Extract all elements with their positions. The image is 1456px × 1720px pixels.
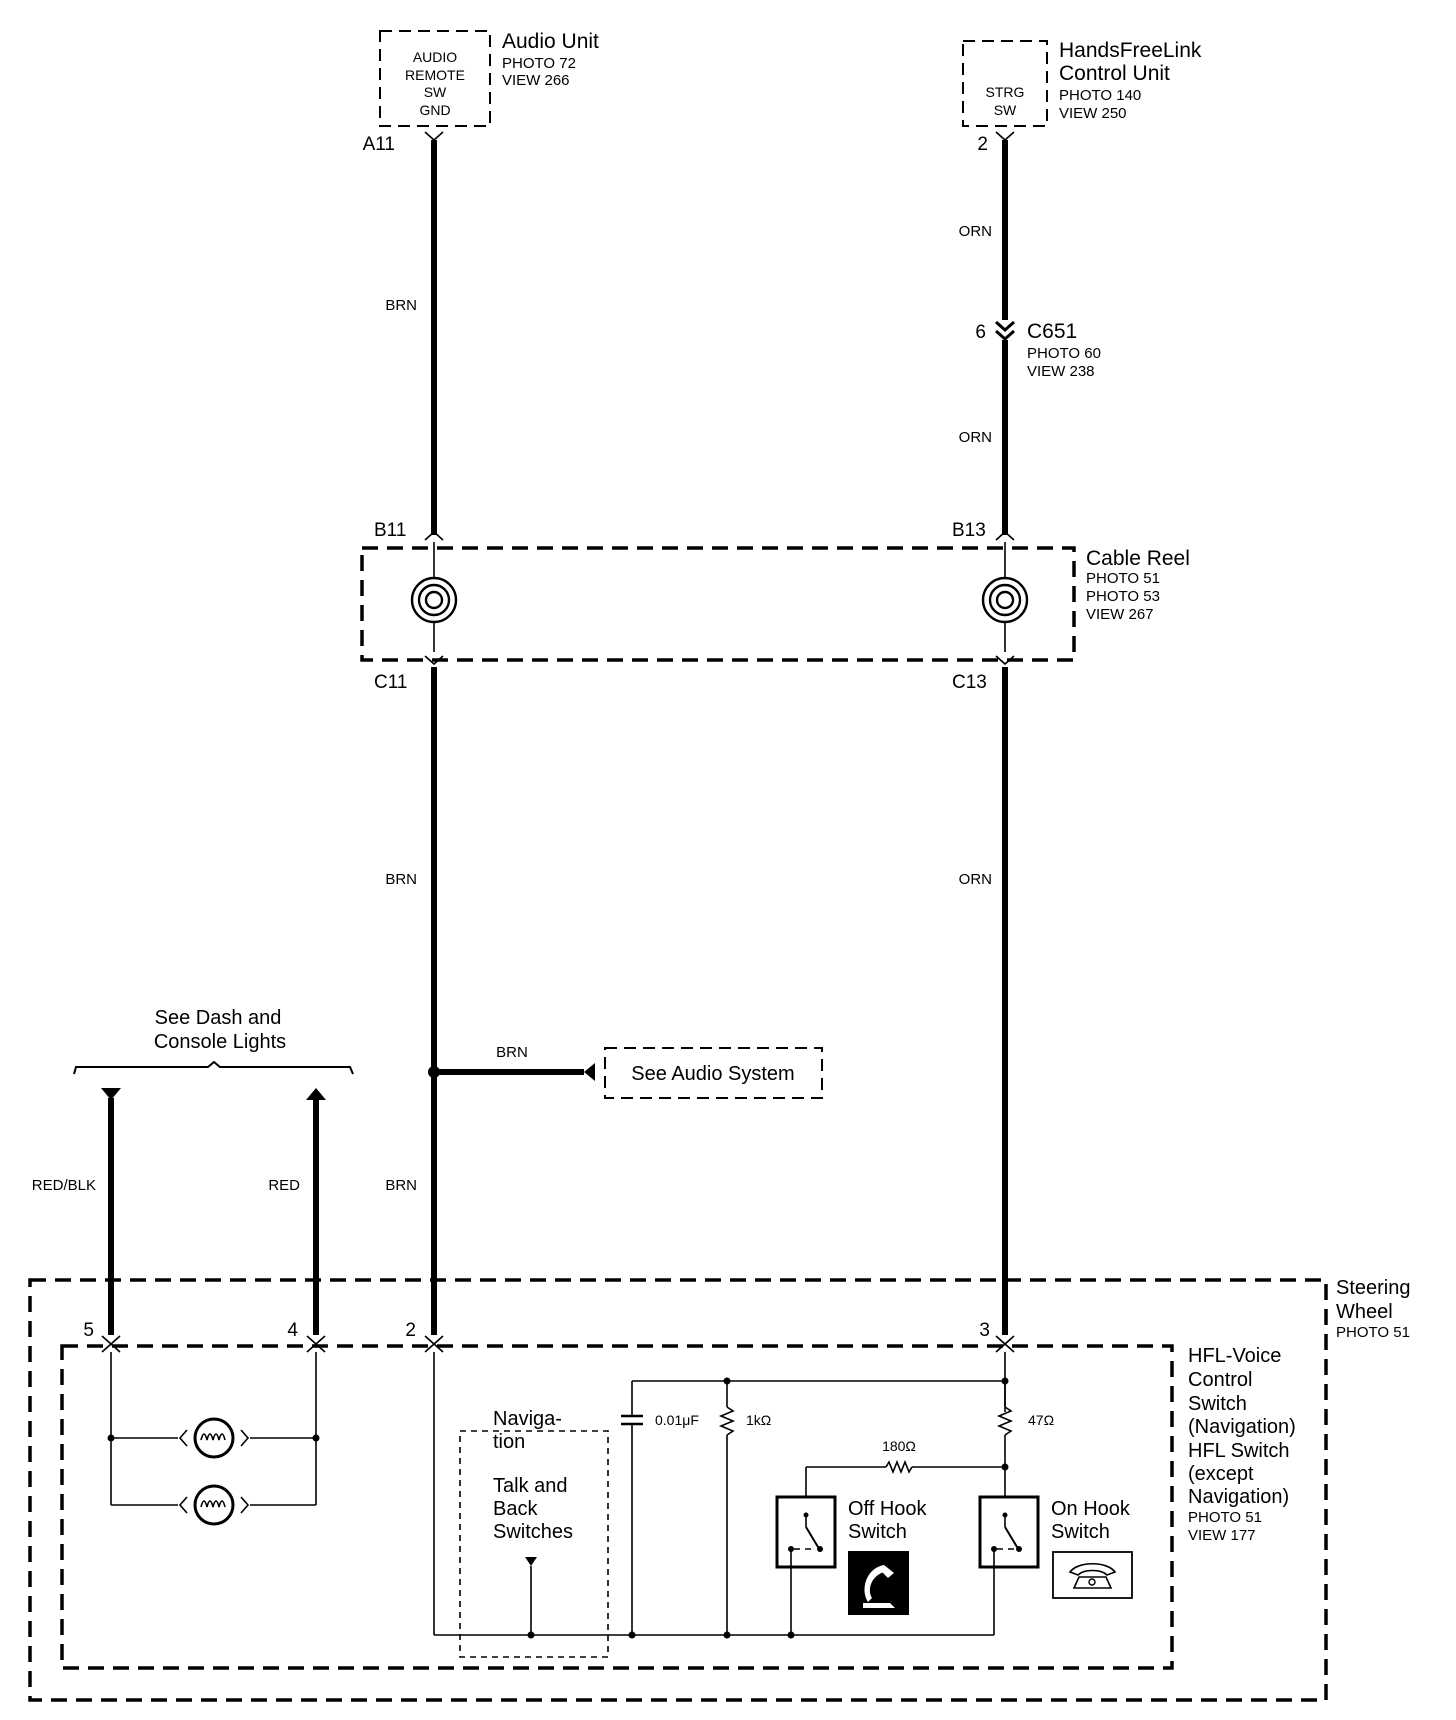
steering-wheel-title: Wheel <box>1336 1301 1393 1323</box>
capacitor-label: 0.01μF <box>655 1412 699 1428</box>
pin-b13: B13 <box>952 520 986 541</box>
cable-reel-ref: PHOTO 53 <box>1086 588 1160 605</box>
audio-unit-title: Audio Unit <box>502 30 599 53</box>
connector-c651 <box>975 320 1101 380</box>
on-hook-label: On Hook <box>1051 1498 1130 1520</box>
pin-sw-5: 5 <box>83 1320 94 1341</box>
audio-unit-box-line: REMOTE <box>405 67 465 83</box>
hfl-unit-box-line: STRG <box>985 84 1025 100</box>
cable-reel-ref: VIEW 267 <box>1086 606 1154 623</box>
wire-label-brn: BRN <box>385 297 417 314</box>
nav-talk-back-switches <box>460 1408 608 1657</box>
hfl-switch-title: HFL-Voice <box>1188 1345 1282 1367</box>
terminal-5-male <box>102 1336 120 1344</box>
phone-on-hook-icon <box>1053 1552 1132 1598</box>
hfl-unit-title: Control Unit <box>1059 62 1170 85</box>
hfl-unit-view: VIEW 250 <box>1059 105 1127 122</box>
dash-lights-ref-line: See Dash and <box>154 1007 282 1029</box>
r1k-label: 1kΩ <box>746 1412 772 1428</box>
wire-label-red: RED <box>268 1177 300 1194</box>
r180-zigzag <box>886 1462 912 1472</box>
hfl-control-unit <box>963 39 1202 155</box>
bulb-1-icon <box>180 1419 248 1457</box>
bulb-2-icon <box>180 1486 248 1524</box>
dash-lights-ref <box>32 1007 353 1335</box>
junction-dot <box>629 1632 636 1639</box>
wire-label-brn: BRN <box>385 1177 417 1194</box>
nav-switches-label: Talk and <box>493 1475 568 1497</box>
audio-system-ref: See Audio System <box>631 1063 795 1085</box>
switch-network <box>434 1352 1132 1657</box>
pin-c11: C11 <box>374 672 408 693</box>
dash-lights-bracket <box>74 1062 353 1074</box>
c651-name: C651 <box>1027 320 1078 343</box>
c651-female-terminal <box>996 322 1014 330</box>
hfl-unit-photo: PHOTO 140 <box>1059 87 1142 104</box>
pin-a11-terminal <box>425 132 443 140</box>
wire-label-orn: ORN <box>958 871 992 888</box>
terminal-2-male <box>425 1336 443 1344</box>
pin-hfl-2: 2 <box>977 134 988 155</box>
pin-hfl-terminal <box>996 132 1014 140</box>
pin-sw-4: 4 <box>287 1320 298 1341</box>
pin-c13: C13 <box>952 672 987 693</box>
c651-pin: 6 <box>975 322 986 343</box>
wire-label-red-blk: RED/BLK <box>31 1177 96 1194</box>
reel-left-coil-icon <box>412 578 456 622</box>
hfl-switch-title: Navigation) <box>1188 1486 1290 1508</box>
phone-off-hook-icon <box>848 1551 909 1615</box>
nav-switches-label: Switches <box>493 1521 574 1543</box>
terminal-3-male <box>996 1336 1014 1344</box>
pin-sw-2: 2 <box>405 1320 416 1341</box>
hfl-switch-title: Control <box>1188 1369 1253 1391</box>
r47-label: 47Ω <box>1028 1412 1055 1428</box>
steering-wheel-title: Steering <box>1336 1277 1411 1299</box>
wire-label-brn: BRN <box>496 1044 528 1061</box>
junction-dot <box>788 1632 795 1639</box>
steering-wheel-photo: PHOTO 51 <box>1336 1324 1410 1341</box>
r180-label: 180Ω <box>882 1438 916 1454</box>
audio-unit-box-line: AUDIO <box>412 49 458 65</box>
cable-reel <box>362 520 1190 693</box>
wire-label-orn: ORN <box>958 429 992 446</box>
off-hook-switch <box>777 1497 928 1635</box>
c651-male-terminal <box>996 331 1014 339</box>
on-hook-switch <box>980 1497 1132 1635</box>
nav-switches-label: Naviga- <box>493 1408 562 1430</box>
r1k-zigzag <box>721 1407 733 1435</box>
audio-unit-box-line: SW <box>423 84 447 100</box>
audio-unit-photo: PHOTO 72 <box>502 55 576 72</box>
nav-switches-label: tion <box>493 1431 526 1453</box>
audio-unit <box>363 30 599 155</box>
terminal-4-male <box>307 1336 325 1344</box>
wire-label-orn: ORN <box>958 223 992 240</box>
pin-a11: A11 <box>362 134 395 155</box>
illumination-circuit <box>108 1352 320 1524</box>
cable-reel-box <box>362 548 1074 660</box>
nav-switches-label: Back <box>493 1498 538 1520</box>
audio-system-arrow-icon <box>584 1063 595 1081</box>
reel-right-coil-icon <box>983 578 1027 622</box>
hfl-unit-title: HandsFreeLink <box>1059 39 1202 62</box>
pin-b11: B11 <box>374 520 407 541</box>
off-hook-switch-box <box>777 1497 835 1567</box>
c651-view: VIEW 238 <box>1027 363 1095 380</box>
hfl-switch-title: Switch <box>1188 1393 1247 1415</box>
pin-sw-3: 3 <box>979 1320 990 1341</box>
hfl-switch-view: VIEW 177 <box>1188 1527 1256 1544</box>
hfl-switch-title: HFL Switch <box>1188 1440 1290 1462</box>
cable-reel-ref: PHOTO 51 <box>1086 570 1160 587</box>
audio-system-branch <box>428 1044 822 1098</box>
hfl-switch-title: (Navigation) <box>1188 1416 1296 1438</box>
junction-dot <box>724 1632 731 1639</box>
nav-switches-box <box>460 1431 608 1657</box>
off-hook-label: Off Hook <box>848 1498 927 1520</box>
audio-unit-box-line: GND <box>419 102 451 118</box>
c651-photo: PHOTO 60 <box>1027 345 1101 362</box>
hfl-switch-title: (except <box>1188 1463 1254 1485</box>
arrow-down-icon <box>525 1557 537 1566</box>
audio-unit-view: VIEW 266 <box>502 72 570 89</box>
dash-lights-ref-line: Console Lights <box>153 1031 287 1053</box>
on-hook-label: Switch <box>1051 1521 1110 1543</box>
off-hook-label: Switch <box>848 1521 907 1543</box>
hfl-unit-box-line: SW <box>993 102 1017 118</box>
hfl-switch-photo: PHOTO 51 <box>1188 1509 1262 1526</box>
cable-reel-title: Cable Reel <box>1086 547 1190 570</box>
wire-label-brn: BRN <box>385 871 417 888</box>
